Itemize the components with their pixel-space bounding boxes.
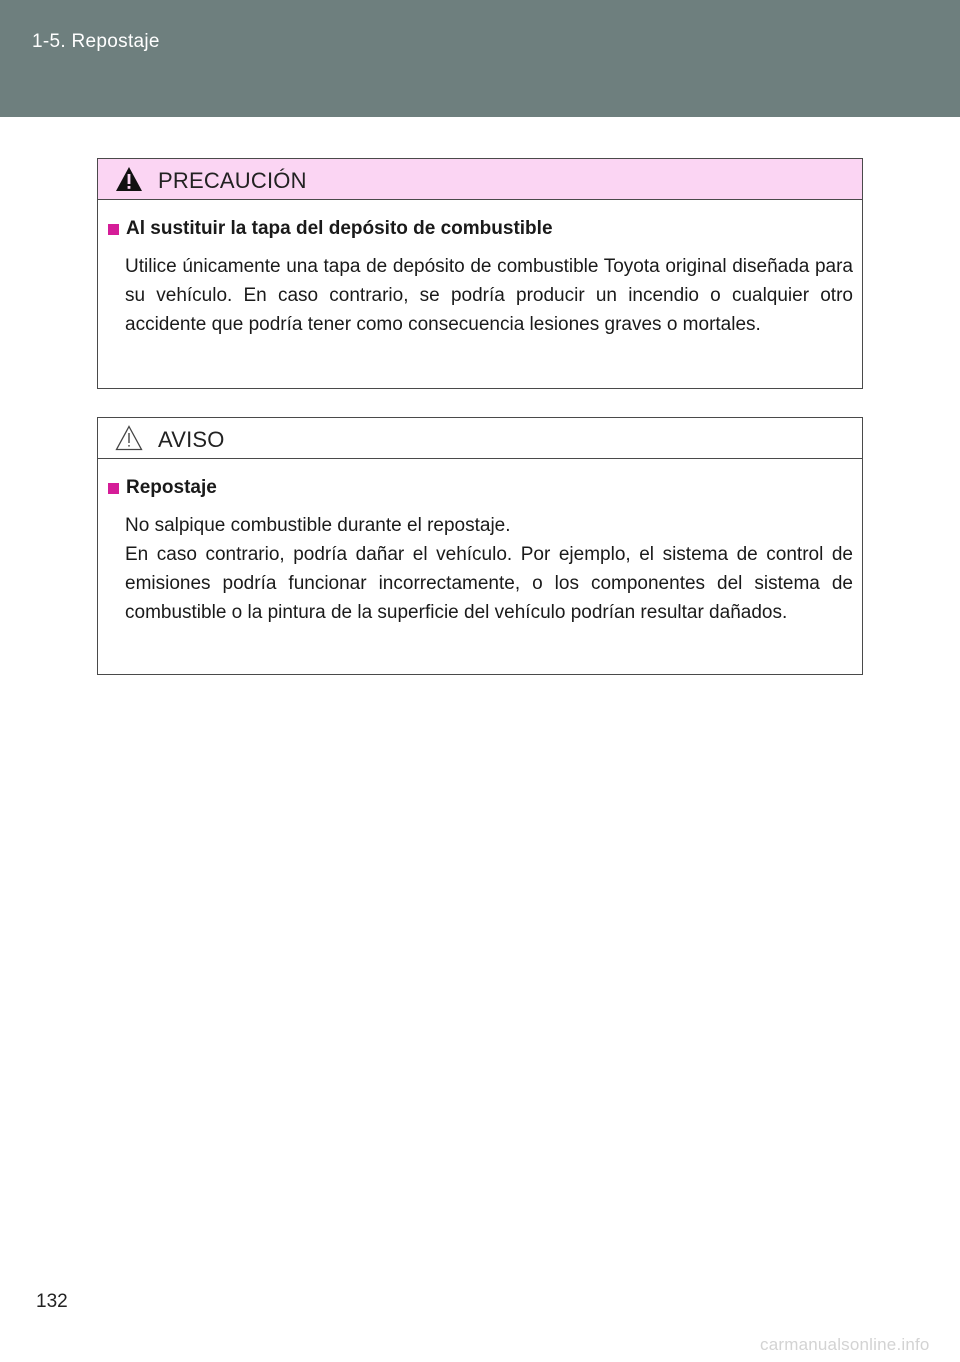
notice-header [98, 418, 862, 459]
section-title: 1-5. Repostaje [32, 31, 160, 52]
notice-item-title: Repostaje [126, 477, 217, 498]
watermark: carmanualsonline.info [760, 1335, 930, 1354]
caution-item-title: Al sustituir la tapa del depósito de combustible [126, 218, 553, 239]
caution-box [97, 158, 863, 389]
notice-text [125, 511, 853, 627]
caution-text: Utilice únicamente una tapa de depósito de combustible Toyota original diseñada para su vehículo. En caso contrario, se podría producir un incendio o cualquier otro accidente que podría tener como consecuencia lesiones graves o mortales. [125, 256, 853, 335]
square-bullet-icon [108, 483, 119, 494]
square-bullet-icon [108, 224, 119, 235]
page-number: 132 [36, 1291, 68, 1312]
notice-label: AVISO [158, 427, 225, 452]
caution-header [98, 159, 862, 200]
notice-text-line1: No salpique combustible durante el repostaje. [125, 515, 511, 536]
warning-triangle-outline-icon [115, 425, 143, 451]
notice-text-line2: En caso contrario, podría dañar el vehículo. Por ejemplo, el sistema de control de emisiones podría funcionar incorrectamente, o los componentes del sistema de combustible o la pintura de la superficie del vehículo podrían resultar dañados. [125, 544, 853, 623]
caution-body [98, 200, 862, 339]
caution-label: PRECAUCIÓN [158, 168, 307, 193]
warning-triangle-filled-icon [115, 166, 143, 192]
caution-item [107, 217, 853, 241]
section-header-bar [0, 0, 960, 117]
notice-item [107, 476, 853, 500]
notice-box [97, 417, 863, 675]
notice-body [98, 459, 862, 627]
